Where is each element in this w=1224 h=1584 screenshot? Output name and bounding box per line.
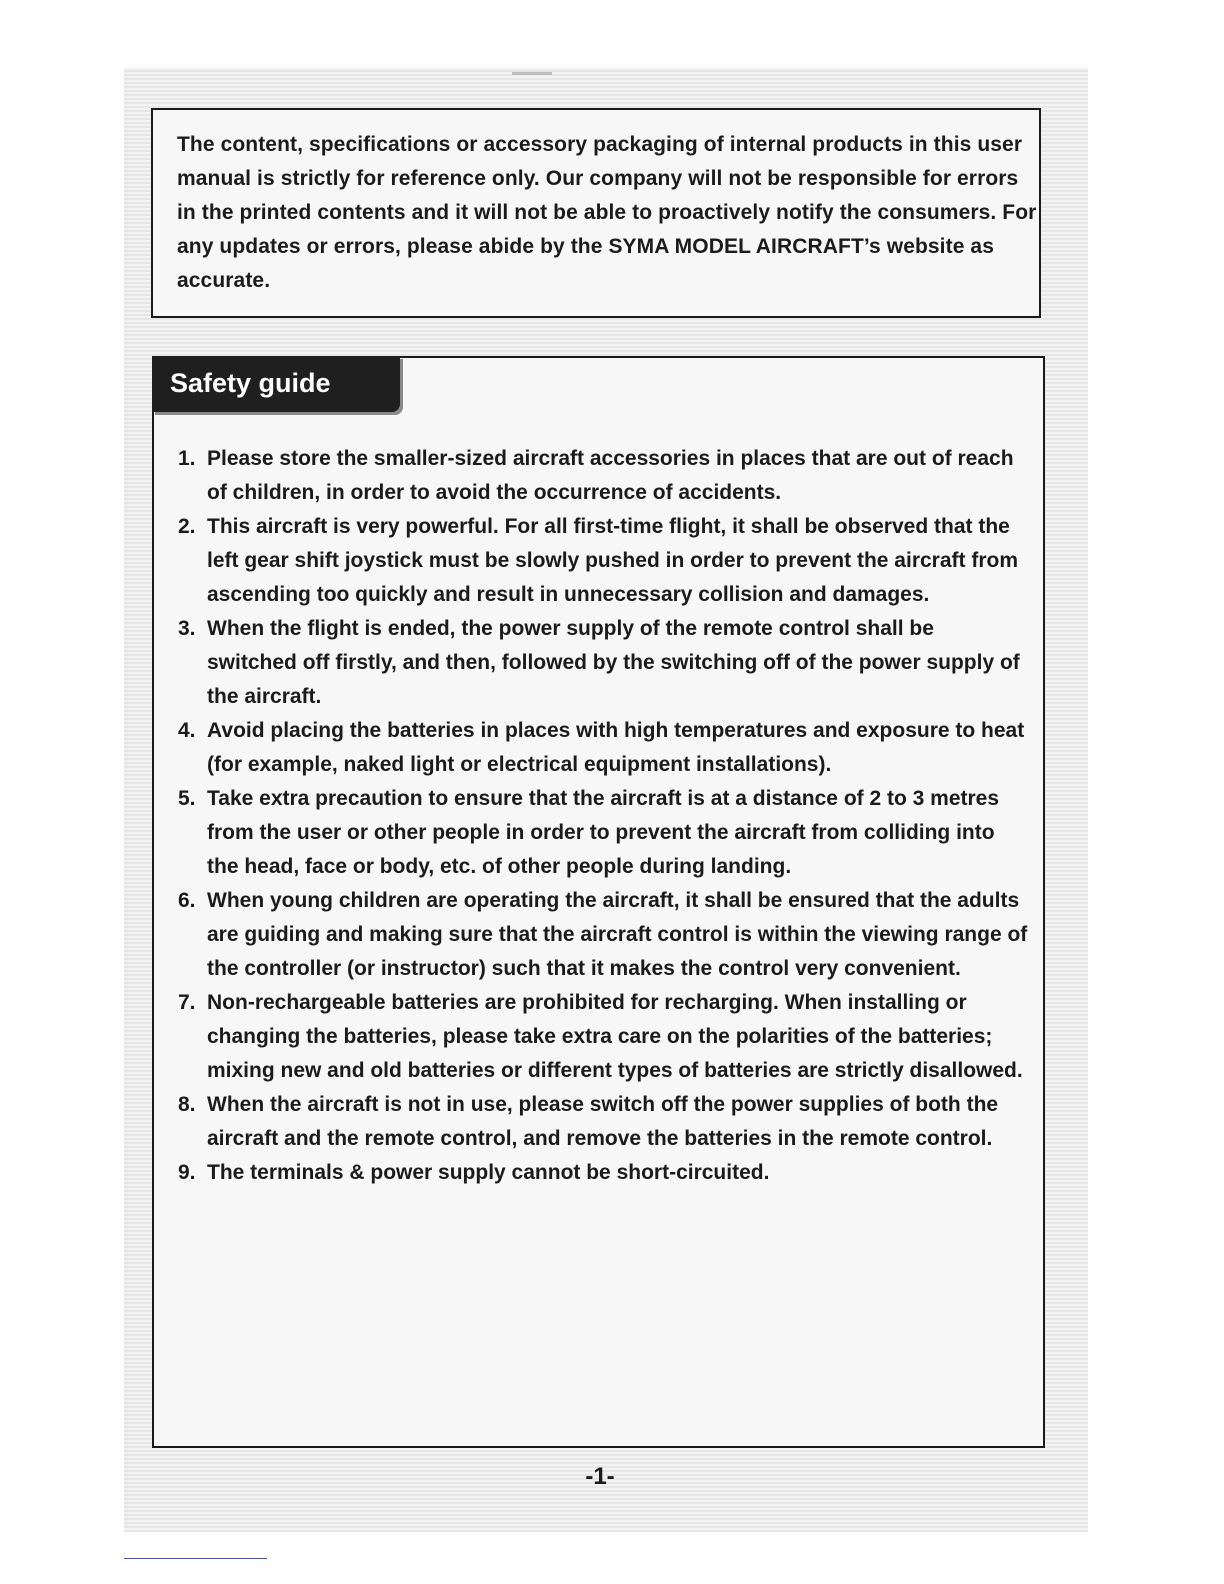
- safety-item: [178, 884, 1028, 986]
- safety-item-text: When young children are operating the aircraft, it shall be ensured that the adults are guiding and making sure that the aircraft control is within the viewing range of the controller (or instructor) such that it makes the control very convenient.: [207, 889, 1028, 980]
- safety-item-text: Avoid placing the batteries in places with high temperatures and exposure to heat (for example, naked light or electrical equipment installations).: [207, 719, 1025, 776]
- safety-guide-title: Safety guide: [170, 368, 331, 398]
- safety-guide-box: [152, 356, 1045, 1448]
- safety-item-text: This aircraft is very powerful. For all first-time flight, it shall be observed that the left gear shift joystick must be slowly pushed in order to prevent the aircraft from ascending too quickly and result in unnecessary collision and damages.: [207, 515, 1019, 606]
- safety-item-text: When the aircraft is not in use, please switch off the power supplies of both the aircraft and the remote control, and remove the batteries in the remote control.: [207, 1093, 999, 1150]
- safety-item-text: When the flight is ended, the power supply of the remote control shall be switched off firstly, and then, followed by the switching off of the power supply of the aircraft.: [207, 617, 1020, 708]
- safety-item: [178, 612, 1028, 714]
- safety-item: [178, 1088, 1028, 1156]
- safety-item-text: Please store the smaller-sized aircraft accessories in places that are out of reach of children, in order to avoid the occurrence of accidents.: [207, 447, 1014, 504]
- safety-item-text: Take extra precaution to ensure that the aircraft is at a distance of 2 to 3 metres from the user or other people in order to prevent the aircraft from colliding into the head, face or body, etc. of other people during landing.: [207, 787, 1000, 878]
- safety-item-text: Non-rechargeable batteries are prohibited for recharging. When installing or changing the batteries, please take extra care on the polarities of the batteries; mixing new and old batteries or different types of batteries are strictly disallowed.: [207, 991, 1023, 1082]
- safety-guide-tab: [152, 356, 400, 412]
- safety-item-number: 4.: [178, 719, 196, 742]
- disclaimer-text: The content, specifications or accessory packaging of internal products in this user manual is strictly for reference only. Our company will not be responsible for errors in the printed contents and it will not be able to proactively notify the consumers. For any updates or errors, please abide by the SYMA MODEL AIRCRAFT’s website as accurate.: [177, 133, 1037, 292]
- safety-item-number: 9.: [178, 1161, 196, 1184]
- safety-item-number: 3.: [178, 617, 196, 640]
- safety-item: [178, 714, 1028, 782]
- disclaimer-box: [151, 108, 1041, 318]
- scan-mark: [512, 72, 552, 75]
- safety-item: [178, 782, 1028, 884]
- safety-item-number: 8.: [178, 1093, 196, 1116]
- safety-item-text: The terminals & power supply cannot be short-circuited.: [207, 1161, 770, 1184]
- safety-item: [178, 986, 1028, 1088]
- footer-line: [124, 1558, 267, 1559]
- page-number: -1-: [585, 1463, 615, 1490]
- safety-item: [178, 510, 1028, 612]
- safety-item: [178, 442, 1028, 510]
- safety-item-number: 6.: [178, 889, 196, 912]
- safety-item: [178, 1156, 1028, 1190]
- safety-item-number: 5.: [178, 787, 196, 810]
- safety-item-number: 7.: [178, 991, 196, 1014]
- safety-item-number: 1.: [178, 447, 196, 470]
- safety-list: [178, 442, 1028, 1190]
- safety-item-number: 2.: [178, 515, 196, 538]
